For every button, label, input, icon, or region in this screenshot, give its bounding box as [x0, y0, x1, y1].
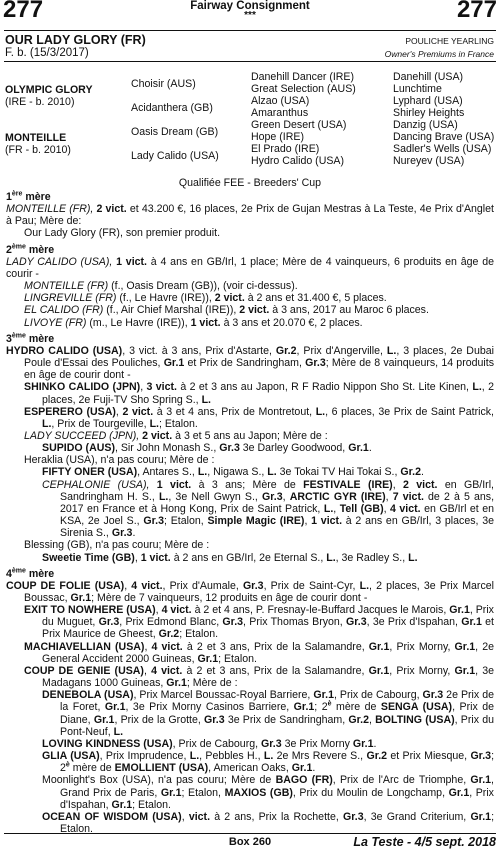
record-text: ; 2 [314, 701, 328, 714]
record-line [6, 430, 494, 442]
record-text: EXIT TO NOWHERE (USA) [24, 604, 156, 617]
horse-name: OUR LADY GLORY (FR) [5, 33, 146, 47]
pedigree-g4-item: Sadler's Wells (USA) [393, 143, 492, 155]
record-text: BAGO (FR) [275, 774, 333, 787]
record-text: 1 vict. [156, 478, 192, 491]
record-text: L. [149, 417, 159, 430]
page-header [0, 0, 500, 32]
record-text: , 3e Madagans 1000 Guineas, [42, 664, 494, 690]
record-text: Gr.3 [111, 527, 133, 540]
record-text: , 3e Grand Criterium, [363, 810, 471, 823]
pedigree-g3-item: Hydro Calido (USA) [251, 155, 345, 167]
record-text: , Prix de l'Arc de Triomphe, [332, 774, 471, 787]
record-text: GLIA (USA) [42, 750, 100, 763]
record-text: L. [472, 381, 482, 394]
record-text: DENEBOLA (USA) [42, 689, 134, 702]
record-text: , 3e Nell Gwyn S., [168, 490, 262, 503]
record-text: Gr.1 [166, 677, 187, 690]
record-text: MONTEILLE (FR) [24, 280, 112, 293]
record-text: mère de [69, 762, 115, 775]
record-text: , Prix de Cabourg, [172, 737, 261, 750]
record-text: , [385, 490, 393, 503]
record-text: LIVOYE (FR) [24, 316, 90, 329]
record-text: 3e Darley Goodwood, [239, 442, 349, 455]
record-text: Gr.1 [454, 640, 476, 653]
premiums-note: Owner's Premiums in France [384, 49, 494, 59]
record-text: Gr.1 [111, 798, 133, 811]
record-text: ; Mère de 7 vainqueurs, 12 produits en âge de courir dont - [91, 592, 368, 604]
record-text: L. [197, 466, 208, 479]
record-text: . [373, 737, 377, 750]
record-text: Gr.1 [470, 810, 492, 823]
record-text: 4 vict. [390, 502, 421, 515]
record-text: LOVING KINDNESS (USA) [42, 737, 173, 750]
record-text: L. [408, 551, 418, 564]
record-text: , [115, 405, 123, 418]
pedigree-g2-item: Oasis Dream (GB) [131, 126, 219, 138]
record-text: à 2 et 3 ans, Prix de la Salamandre, [182, 664, 369, 677]
record-text: ; Etalon. [60, 810, 495, 835]
record-text: , 3 vict. à 3 ans, Prix d'Astarte, [122, 344, 276, 357]
record-text: (f., Air Chief Marshal (IRE)), [106, 304, 240, 317]
qualification-note: Qualifiée FEE - Breeders' Cup [178, 177, 322, 189]
record-text: L. [42, 417, 52, 430]
record-line [6, 292, 494, 304]
record-text: mère de [331, 701, 381, 714]
record-text: , [181, 810, 189, 823]
record-text: 2 vict. [96, 203, 127, 216]
record-text: , [369, 713, 376, 726]
record-text: , Prix de Diane, [60, 701, 495, 726]
pedigree-dam-info: (FR - b. 2010) [5, 144, 71, 156]
record-text: ; Etalon, [181, 786, 225, 799]
record-text: , 3e Radley S., [335, 551, 409, 564]
record-text: , Prix d'Ispahan, [60, 786, 494, 811]
record-text: Gr.2 [366, 750, 388, 763]
record-text: LADY CALIDO (USA), [6, 255, 117, 268]
record-text: Gr.1 [348, 442, 369, 455]
record-text: , 6 places, 3e Prix de Saint Patrick, [325, 405, 494, 418]
record-text: ARCTIC GYR (IRE) [289, 490, 386, 503]
record-line [6, 280, 494, 292]
pedigree-dam: MONTEILLE [5, 132, 67, 144]
record-text: , Prix Marcel Boussac-Royal Barriere, [133, 689, 314, 702]
record-text: 4 [6, 567, 12, 580]
record-text: , Prix de Saint-Cyr, [263, 579, 360, 592]
record-text: , American Oaks, [208, 762, 292, 775]
record-text: à 3 ans et 20.070 €, 2 places. [220, 316, 363, 329]
pedigree-g2-item: Choisir (AUS) [131, 78, 196, 90]
record-text: 1 vict. [311, 515, 343, 528]
record-text: Gr.3 [242, 579, 264, 592]
record-text: ; 2 [60, 750, 495, 775]
record-text: BOLTING (USA) [375, 713, 455, 726]
record-text: Gr.1 [368, 640, 390, 653]
record-text: CEPHALONIE (USA), [42, 478, 157, 491]
record-line [6, 466, 494, 478]
record-text: mère [25, 332, 55, 345]
record-text: EMOLLIENT (USA) [114, 762, 209, 775]
record-text: , [304, 515, 312, 528]
pedigree-g2-item: Lady Calido (USA) [131, 150, 219, 162]
record-text: ère [11, 190, 23, 198]
pedigree-g4-item: Shirley Heights [393, 107, 465, 119]
record-text: Gr.3 [422, 689, 444, 702]
record-text: et Prix Miesque, [387, 750, 471, 763]
record-text: de 2 à 5 ans, 2017 en France et à Hong Kong, Prix de Saint Patrick, [60, 490, 495, 515]
record-text: 2 [6, 243, 12, 256]
record-text: , [333, 502, 340, 515]
record-text: Gr.3 [261, 737, 282, 750]
record-text: HYDRO CALIDO (USA) [6, 344, 123, 357]
record-text: 2 vict. [403, 478, 438, 491]
record-text: 2e Prix de la Foret, [60, 689, 494, 714]
pedigree-g3-item: Danehill Dancer (IRE) [251, 71, 355, 83]
section-heading [6, 191, 494, 203]
record-text: et Prix Maurice de Gheest, [42, 616, 494, 641]
record-text: L. [323, 502, 334, 515]
record-text: Gr.1 [163, 357, 185, 370]
record-text: L. [189, 750, 200, 763]
record-text: , Prix de la Grotte, [114, 713, 205, 726]
pedigree-g4-item: Lunchtime [393, 83, 442, 95]
lot-number-left: 277 [3, 0, 44, 23]
record-text: mère [22, 191, 51, 203]
record-text: vict. [188, 810, 211, 823]
pedigree-g3-item: Amaranthus [251, 107, 309, 119]
record-text: en GB/Irl, Sandringham H. S., [60, 478, 494, 503]
record-text: , Prix d'Angerville, [296, 344, 387, 357]
record-text: 3e Tokai TV Hai Tokai S., [276, 466, 401, 479]
record-text: à 2 et 3 ans au Japon, R F Radio Nippon Sho St. Lite Kinen, [177, 381, 473, 394]
record-text: à 2 ans en GB/Irl, 3 places, 3e Sirenia S., [60, 515, 495, 540]
pedigree-g4-item: Danehill (USA) [393, 71, 464, 83]
record-text: Simple Magic (IRE) [207, 515, 305, 528]
lot-number-right: 277 [456, 0, 497, 23]
record-text: , Sir John Monash S., [114, 442, 220, 455]
record-text: ; Etalon, [163, 515, 208, 528]
pedigree-g2-item: Acidanthera (GB) [131, 102, 213, 114]
record-line [6, 604, 494, 640]
record-text: FESTIVALE (IRE) [303, 478, 393, 491]
record-text: . [368, 442, 372, 455]
record-text: , Prix du Muguet, [42, 604, 494, 629]
record-text: SUPIDO (AUS) [42, 442, 115, 455]
record-text: , [140, 381, 147, 394]
record-text: Moonlight's Box (USA), n'a pas couru; Mère de [42, 774, 276, 787]
record-text: COUP DE FOLIE (USA) [6, 579, 125, 592]
record-text: à 3 et 5 ans au Japon; Mère de : [172, 429, 328, 442]
record-text: Gr.1 [461, 616, 482, 629]
pedigree-g4-item: Lyphard (USA) [393, 95, 463, 107]
record-text: , Prix Morny, [389, 664, 455, 677]
record-text: Gr.3 [98, 616, 120, 629]
header-rule [4, 30, 496, 31]
record-text: Gr.2 [400, 466, 422, 479]
record-text: (m., Le Havre (IRE)), [89, 316, 191, 329]
record-text: ; Mère de : [186, 677, 238, 690]
record-text: , [143, 664, 152, 677]
record-text: Gr.2 [275, 344, 297, 357]
record-text: SHINKO CALIDO (JPN) [24, 381, 141, 394]
record-text: , Prix Edmond Blanc, [119, 616, 223, 629]
record-text: Gr.1 [454, 664, 476, 677]
record-text: Gr.3 [219, 442, 240, 455]
page-footer [0, 836, 500, 851]
record-text: à 2 et 4 ans, P. Fresnay-le-Buffard Jacques le Marois, [191, 604, 450, 617]
family-record [6, 187, 494, 835]
record-text: Gr.1 [293, 701, 315, 714]
record-text: 1 vict. [140, 551, 171, 564]
record-text: , 2 places, 2e Fuji-TV Sho Spring S., [42, 381, 495, 406]
record-text: 2 vict. [239, 304, 270, 317]
pedigree-table [0, 72, 500, 168]
record-text: (f., Oasis Dream (GB)), (voir ci-dessus). [111, 280, 298, 293]
record-text: , Prix Morny, [389, 640, 455, 653]
record-text: MAXIOS (GB) [224, 786, 293, 799]
record-text: , [392, 478, 404, 491]
record-text: , [124, 579, 132, 592]
box-number: Box 260 [228, 836, 272, 848]
record-text: Gr.1 [93, 713, 115, 726]
record-text: à 2 ans, Prix la Rochette, [210, 810, 343, 823]
pedigree-g3-item: Hope (IRE) [251, 131, 304, 143]
record-text: , Nigawa S., [207, 466, 268, 479]
horse-details: F. b. (15/3/2017) [5, 47, 89, 59]
record-text: OCEAN OF WISDOM (USA) [42, 810, 182, 823]
record-text: , 3 places, 2e Dubai Poule d'Essai des Pouliches, [24, 344, 494, 370]
record-text: L. [326, 551, 336, 564]
record-text: ème [11, 332, 26, 340]
record-text: . [132, 527, 136, 540]
record-line [6, 811, 494, 835]
section-heading [6, 333, 494, 345]
record-line [6, 479, 494, 540]
record-text: 3e Prix de Sandringham, [224, 713, 349, 726]
record-text: Blessing (GB), n'a pas couru; Mère de : [24, 539, 210, 552]
record-line [6, 406, 494, 430]
record-text: 3 [6, 332, 12, 345]
pedigree-sire-info: (IRE - b. 2010) [5, 96, 75, 108]
record-text: COUP DE GENIE (USA) [24, 664, 144, 677]
pedigree-sire: OLYMPIC GLORY [5, 84, 93, 96]
record-text: ; Etalon. [218, 652, 257, 665]
record-text: Gr.3 [261, 490, 283, 503]
record-text: Gr.3 [305, 357, 326, 370]
pedigree-rule [4, 61, 496, 62]
record-text: Gr.1 [291, 762, 313, 775]
record-text: 4 vict. [151, 664, 183, 677]
record-text: , Antares S., [137, 466, 198, 479]
record-text: Gr.1 [449, 604, 470, 617]
record-text: , [144, 640, 152, 653]
record-text: , Prix Imprudence, [99, 750, 190, 763]
section-heading [6, 244, 494, 256]
record-text: ; Mère de 8 vainqueurs, 14 produits en âge de courir dont - [24, 357, 494, 382]
record-text: 1 [6, 191, 12, 203]
record-text: L. [315, 405, 326, 418]
record-text: Gr.2 [158, 628, 180, 641]
record-text: 1 vict. [190, 316, 221, 329]
record-text: , Prix de Cabourg, [333, 689, 423, 702]
record-line [6, 689, 494, 738]
record-text: ème [11, 243, 26, 251]
record-text: , Prix Thomas Bryon, [243, 616, 347, 629]
record-line [6, 454, 494, 466]
record-text: , 2e General Accident 2000 Guineas, [42, 640, 495, 665]
record-text: ; Etalon. [132, 798, 171, 811]
record-line [6, 641, 494, 665]
record-line [6, 665, 494, 689]
record-text: 1 vict. [116, 255, 147, 268]
record-text: , [134, 551, 141, 564]
record-text: , [282, 490, 290, 503]
section-heading [6, 568, 494, 580]
record-text: ESPERERO (USA) [24, 405, 116, 418]
record-line [6, 580, 494, 604]
record-text: mère [25, 243, 55, 256]
record-text: FIFTY ONER (USA) [42, 466, 138, 479]
pedigree-g4-item: Nureyev (USA) [393, 155, 465, 167]
record-text: Our Lady Glory (FR), son premier produit. [24, 227, 221, 240]
record-line [6, 552, 494, 564]
record-line [6, 442, 494, 454]
consignor-name: Fairway Consignment [190, 0, 310, 12]
record-text: en GB/Irl et en KSA, 2e Joel S., [60, 502, 495, 528]
footer-rule [4, 833, 496, 834]
record-text: ; Etalon. [179, 628, 219, 641]
record-text: mère [25, 567, 55, 580]
record-text: à 2 et 3 ans, Prix de la Salamandre, [182, 640, 369, 653]
record-text: ; Etalon. [158, 417, 198, 430]
record-text: 2 vict. [214, 292, 245, 305]
record-text: , Grand Prix de Paris, [60, 774, 494, 799]
record-text: , [155, 604, 162, 617]
record-text: Gr.1 [70, 592, 92, 604]
record-text: , Prix du Moulin de Longchamp, [292, 786, 449, 799]
record-line [6, 317, 494, 329]
record-line [6, 774, 494, 810]
record-text: , Prix de Tourgeville, [51, 417, 150, 430]
record-text: Gr.3 [346, 616, 367, 629]
pedigree-g3-item: Alzao (USA) [251, 95, 310, 107]
record-text: . [312, 762, 316, 775]
record-text: 4 vict. [131, 579, 163, 592]
record-text: , 2 places, 3e Prix Marcel Boussac, [24, 579, 494, 604]
pedigree-g3-item: Great Selection (AUS) [251, 83, 356, 95]
record-text: Gr.3 [342, 810, 364, 823]
record-line [6, 345, 494, 381]
record-text: Gr.1 [197, 652, 219, 665]
record-text: à 3 ans, 2017 au Maroc 6 places. [269, 304, 429, 317]
record-text: Gr.1 [352, 737, 374, 750]
record-line [6, 203, 494, 227]
record-line [6, 738, 494, 750]
record-text: Gr.1 [470, 774, 492, 787]
record-line [6, 227, 494, 239]
pedigree-g3-item: Green Desert (USA) [251, 119, 347, 131]
record-text: L. [386, 344, 397, 357]
record-text: , Pebbles H., [199, 750, 264, 763]
record-text: è [327, 700, 332, 708]
record-text: EL CALIDO (FR) [24, 304, 107, 317]
record-text: 2 vict. [122, 405, 154, 418]
record-text: è [65, 761, 70, 769]
record-text: à 3 et 4 ans, Prix de Montretout, [153, 405, 316, 418]
record-text: Gr.1 [104, 701, 126, 714]
record-text: L. [359, 579, 370, 592]
consignor-stars: *** [244, 10, 256, 21]
record-text: 2e Mrs Revere S., [273, 750, 367, 763]
record-text: L. [113, 725, 124, 738]
record-text: Gr.1 [313, 689, 334, 702]
record-line [6, 381, 494, 405]
record-text: L. [201, 393, 211, 406]
record-line [6, 256, 494, 280]
record-text: ème [11, 567, 26, 575]
record-text: Gr.2 [348, 713, 369, 726]
record-text: 7 vict. [392, 490, 424, 503]
record-text: Gr.1 [448, 786, 470, 799]
record-text: MACHIAVELLIAN (USA) [24, 640, 145, 653]
record-text: Gr.1 [368, 664, 390, 677]
record-text: , 3e Prix d'Ispahan, [366, 616, 462, 629]
record-text: Gr.3 [470, 750, 492, 763]
record-text: , Prix d'Aumale, [162, 579, 243, 592]
record-text: . [421, 466, 424, 479]
record-text: , 3e Prix Morny Casinos Barriere, [125, 701, 294, 714]
record-text: Heraklia (USA), n'a pas couru; Mère de : [24, 454, 215, 467]
record-text: 4 vict. [161, 604, 192, 617]
record-text: et Prix de Sandringham, [184, 357, 306, 370]
pedigree-g3-item: El Prado (IRE) [251, 143, 320, 155]
record-text: 3e Prix Morny [281, 737, 353, 750]
record-text: L. [267, 466, 277, 479]
record-line [6, 750, 494, 774]
record-text: , [383, 502, 391, 515]
record-text: et 43.200 €, 16 places, 2e Prix de Gujan Mestras à La Teste, 4e Prix d'Anglet à Pau; Mère de: [6, 203, 494, 228]
record-text: à 2 ans en GB/Irl, 2e Eternal S., [170, 551, 327, 564]
record-text: Gr.3 [204, 713, 225, 726]
record-text: LADY SUCCEED (JPN), [24, 429, 143, 442]
record-text: Tell (GB) [339, 502, 384, 515]
record-text: LINGREVILLE (FR) [24, 292, 120, 305]
record-text: Sweetie Time (GB) [42, 551, 135, 564]
horse-type: POULICHE YEARLING [405, 36, 494, 46]
record-text: L. [158, 490, 169, 503]
record-text: 3 vict. [146, 381, 177, 394]
record-text: (f., Le Havre (IRE)), [119, 292, 215, 305]
record-text: SENGA (USA) [380, 701, 453, 714]
record-text: MONTEILLE (FR), [6, 203, 97, 216]
pedigree-g4-item: Danzig (USA) [393, 119, 458, 131]
record-text: à 3 ans; Mère de [191, 478, 304, 491]
record-text: 2 vict. [142, 429, 173, 442]
record-text: Gr.3 [143, 515, 164, 528]
sale-venue-date: La Teste - 4/5 sept. 2018 [353, 835, 496, 849]
record-text: Gr.3 [222, 616, 244, 629]
record-text: , Prix du Pont-Neuf, [60, 713, 494, 738]
record-text: à 2 ans et 31.400 €, 5 places. [244, 292, 387, 305]
record-text: à 4 ans en GB/Irl, 1 place; Mère de 4 vainqueurs, 6 produits en âge de courir - [6, 255, 494, 280]
pedigree-g4-item: Dancing Brave (USA) [393, 131, 495, 143]
record-text: 4 vict. [151, 640, 183, 653]
record-line [6, 539, 494, 551]
record-text: L. [263, 750, 274, 763]
record-line [6, 304, 494, 316]
record-text: Gr.1 [160, 786, 182, 799]
